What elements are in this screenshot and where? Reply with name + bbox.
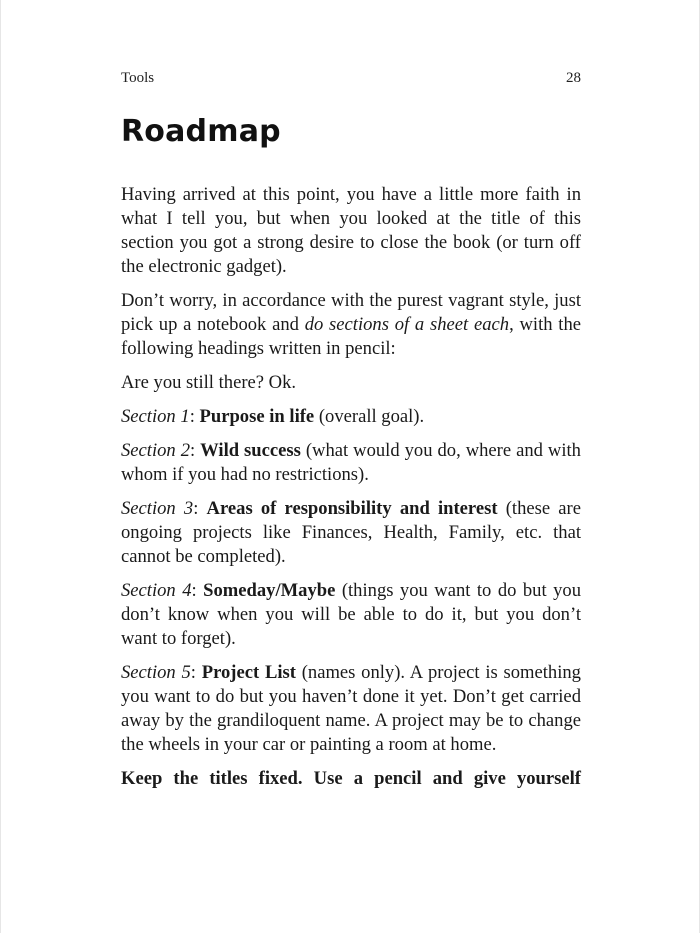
instructions-text-start: Don’t worry, in accordance with the purest vagrant style, just pick up a notebook and [121,290,581,335]
section-heading: Project List [201,662,296,683]
paragraph-instructions [121,289,581,361]
body-text [121,183,581,801]
instructions-emphasis: do sections of a sheet each [304,314,510,335]
section-description: (names only). A project is something you want to do but you haven’t done it yet. Don’t get carried away by the grandiloquent name. A project may be to change the wheels in your car or painting a room at home. [121,662,581,755]
section-heading: Purpose in life [199,406,315,427]
paragraph-intro: Having arrived at this point, you have a little more faith in what I tell you, but when you looked at the title of this section you got a strong desire to close the book (or turn off the electronic gadget). [121,184,581,277]
section-item-1: Section 1: Purpose in life (overall goal). [121,406,425,427]
section-heading: Someday/Maybe [203,580,336,601]
section-description: (these are ongoing projects like Finances, Health, Family, etc. that cannot be completed). [121,498,581,567]
section-description: (overall goal). [314,406,425,427]
page-number: 28 [566,70,581,86]
section-item-4: Section 4: Someday/Maybe (things you want to do but you don’t know when you will be able to do it, but you don’t want to forget). [121,580,581,649]
section-label: Section 5 [121,662,191,683]
section-item-2: Section 2: Wild success (what would you do, where and with whom if you had no restrictions). [121,440,581,485]
section-label: Section 1 [121,406,190,427]
instructions-text-end: , with the following headings written in pencil: [121,314,581,359]
section-label: Section 2 [121,440,190,461]
paragraph-check-in: Are you still there? Ok. [121,372,297,393]
section-description: (things you want to do but you don’t know when you will be able to do it, but you don’t want to forget). [121,580,581,649]
section-heading: Wild success [200,440,301,461]
header-section-title: Tools [121,70,155,86]
running-header [121,70,581,92]
section-label: Section 3 [121,498,194,519]
section-description: (what would you do, where and with whom if you had no restrictions). [121,440,581,485]
section-heading: Areas of responsibility and interest [206,498,498,519]
chapter-title: Roadmap [121,114,281,149]
section-item-3: Section 3: Areas of responsibility and interest (these are ongoing projects like Finances, Health, Family, etc. that cannot be completed). [121,498,581,567]
section-label: Section 4 [121,580,192,601]
paragraph-closing: Keep the titles fixed. Use a pencil and give yourself [121,768,581,789]
section-item-5: Section 5: Project List (names only). A project is something you want to do but you haven’t done it yet. Don’t get carried away by the grandiloquent name. A project may be to change the wheels in your car or painting a room at home. [121,662,581,755]
